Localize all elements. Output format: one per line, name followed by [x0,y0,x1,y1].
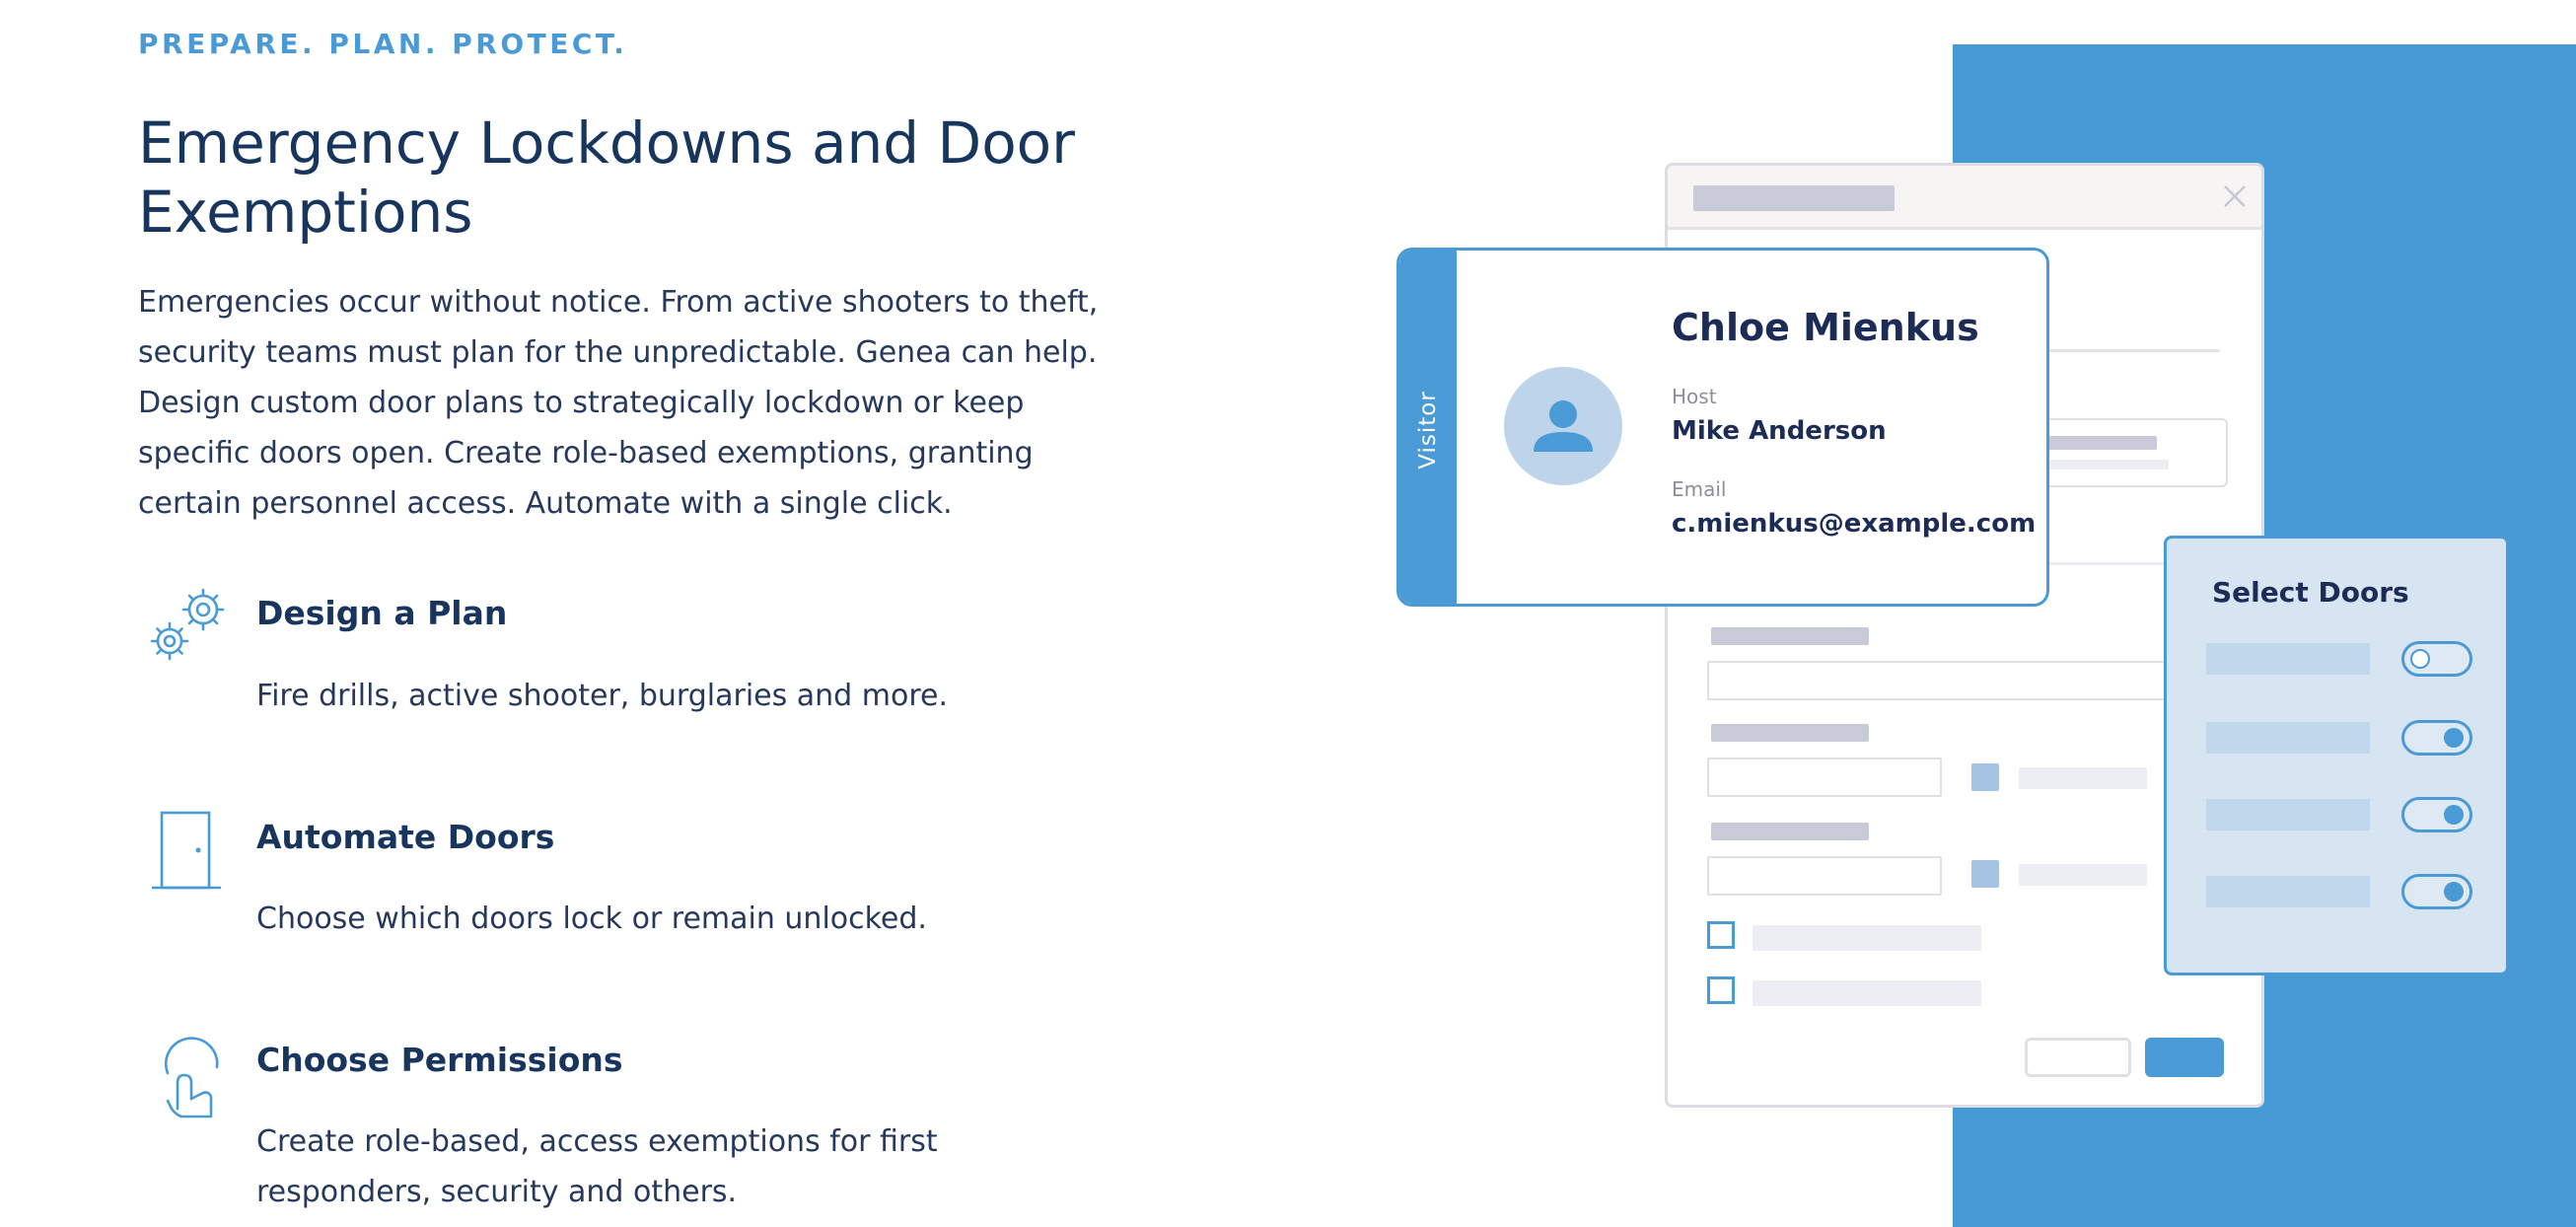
feature-title-choose-permissions: Choose Permissions [256,1041,623,1079]
field-label-placeholder [1711,823,1869,840]
person-icon [1504,367,1622,485]
email-label: Email [1672,477,1727,501]
door-name-placeholder [2206,722,2370,754]
host-value: Mike Anderson [1672,416,1887,446]
door-toggle[interactable] [2401,797,2472,832]
page-title: Emergency Lockdowns and Door Exemptions [138,109,1076,246]
door-toggle[interactable] [2401,720,2472,756]
eyebrow-tagline: PREPARE. PLAN. PROTECT. [138,28,628,60]
tap-hand-icon [138,1028,237,1126]
text-placeholder [2019,864,2147,886]
field-label-placeholder [1711,627,1869,645]
titlebar-placeholder [1693,185,1895,211]
visitor-strip [1399,251,1457,604]
cancel-button[interactable] [2025,1038,2131,1077]
gears-icon [138,582,237,681]
door-toggle[interactable] [2401,641,2472,677]
text-placeholder [2019,767,2147,789]
color-swatch [1971,860,1999,888]
email-value: c.mienkus@example.com [1672,509,2037,539]
host-label: Host [1672,385,1717,408]
door-name-placeholder [2206,799,2370,830]
input-placeholder [2031,460,2169,469]
door-name-placeholder [2206,643,2370,675]
avatar [1504,367,1622,485]
feature-body-design-plan: Fire drills, active shooter, burglaries and more. [256,679,949,713]
door-icon [138,807,237,905]
visitor-badge-label: Visitor [1415,391,1441,469]
text-placeholder [1753,980,1981,1006]
field-label-placeholder [1711,724,1869,742]
door-toggle[interactable] [2401,874,2472,909]
visitor-name: Chloe Mienkus [1672,306,1979,349]
color-swatch [1971,763,1999,791]
intro-paragraph: Emergencies occur without notice. From active shooters to theft, security teams must plan for the unpredictable. Genea can help. Design custom door plans to strategically lockdown or keep specific doors open. Create role-based exemptions, granting certain personnel access. Automate with a single click. [138,285,1099,521]
checkbox[interactable] [1707,976,1735,1004]
feature-body-choose-permissions: Create role-based, access exemptions for first responders, security and others. [256,1124,938,1209]
form-input[interactable] [1707,758,1942,797]
close-icon[interactable] [2220,181,2250,211]
select-doors-panel [2164,536,2509,975]
submit-button[interactable] [2145,1038,2224,1077]
form-input[interactable] [1707,661,2240,700]
form-input[interactable] [1707,856,1942,896]
feature-body-automate-doors: Choose which doors lock or remain unlocked. [256,902,927,936]
door-name-placeholder [2206,876,2370,907]
feature-title-design-plan: Design a Plan [256,594,508,632]
select-doors-title: Select Doors [2212,576,2409,609]
visitor-card [1396,248,2049,607]
input-placeholder [2031,436,2157,450]
form-titlebar [1668,166,2261,230]
checkbox[interactable] [1707,921,1735,949]
feature-title-automate-doors: Automate Doors [256,818,555,856]
text-placeholder [1753,925,1981,951]
